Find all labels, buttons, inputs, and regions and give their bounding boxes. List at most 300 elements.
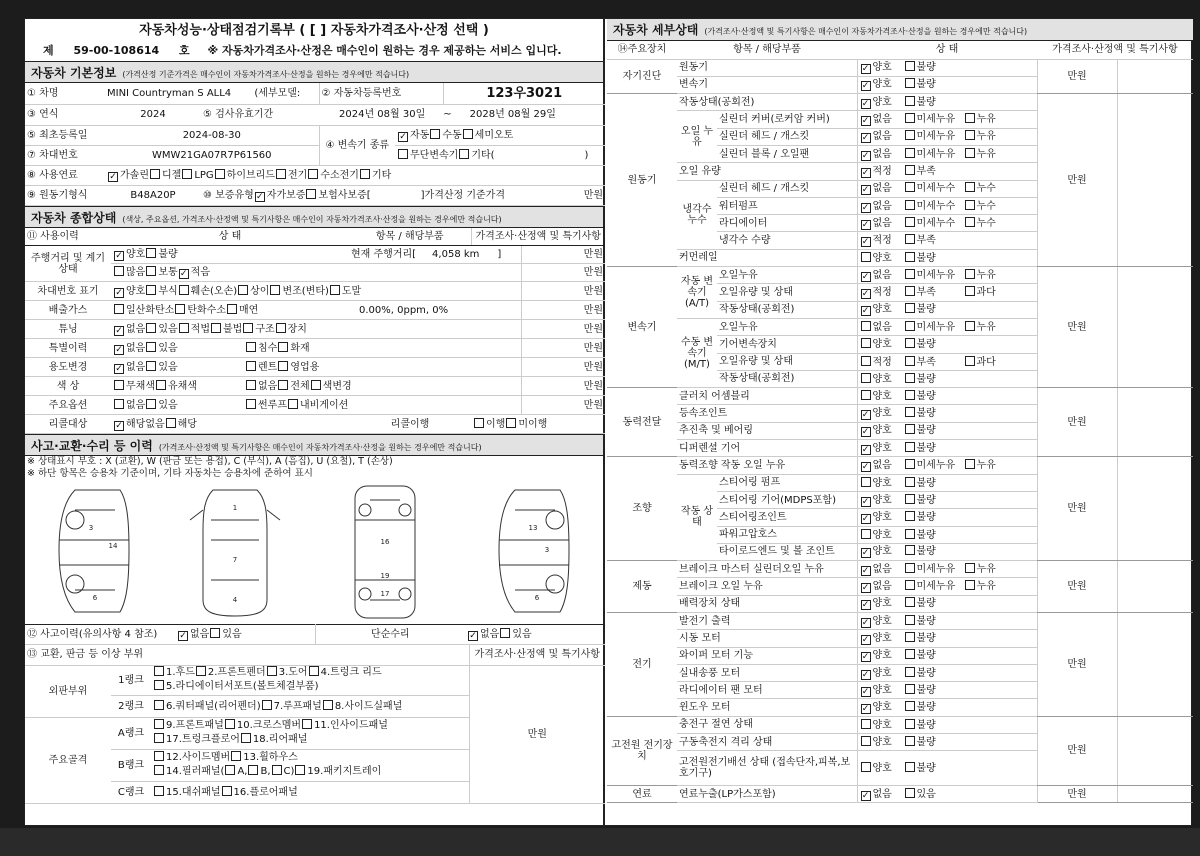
- accident-none-checkbox[interactable]: [178, 631, 188, 641]
- detail-option-checkbox[interactable]: [905, 529, 915, 539]
- detail-state: [857, 405, 1037, 422]
- mil-mid-checkbox[interactable]: [146, 266, 156, 276]
- color-chromatic-checkbox[interactable]: [156, 380, 166, 390]
- detail-option-checkbox[interactable]: [905, 148, 915, 158]
- detail-option: [860, 183, 904, 195]
- gas-options: [111, 301, 349, 320]
- detail-item: 구동축전지 격리 상태: [677, 734, 857, 751]
- detail-state: [857, 647, 1037, 664]
- detail-option-label: 불량: [916, 737, 936, 749]
- detail-item: 시동 모터: [677, 630, 857, 647]
- recall-done-options: [471, 415, 605, 434]
- color-achromatic-checkbox[interactable]: [114, 380, 124, 390]
- detail-option-checkbox[interactable]: [861, 99, 871, 109]
- detail-option-checkbox[interactable]: [861, 338, 871, 348]
- detail-option-checkbox[interactable]: [861, 321, 871, 331]
- detail-option-checkbox[interactable]: [905, 580, 915, 590]
- opt-sunroof-checkbox[interactable]: [246, 399, 256, 409]
- detail-option-checkbox[interactable]: [905, 649, 915, 659]
- detail-option-checkbox[interactable]: [861, 185, 871, 195]
- detail-option-checkbox[interactable]: [861, 427, 871, 437]
- detail-option-checkbox[interactable]: [905, 719, 915, 729]
- part-floor-panel-checkbox[interactable]: [222, 786, 232, 796]
- detail-option-checkbox[interactable]: [861, 635, 871, 645]
- trans-auto-checkbox[interactable]: [398, 132, 408, 142]
- trans-semi-checkbox[interactable]: [463, 129, 473, 139]
- detail-option: [860, 668, 904, 680]
- detail-option-checkbox[interactable]: [861, 220, 871, 230]
- detail-row: [607, 716, 1193, 733]
- detail-option-label: 과다: [976, 287, 996, 298]
- detail-option-checkbox[interactable]: [905, 217, 915, 227]
- detail-option-checkbox[interactable]: [905, 338, 915, 348]
- part-roof-checkbox[interactable]: [262, 700, 272, 710]
- detail-group-name: 연료: [607, 785, 677, 802]
- detail-option-checkbox[interactable]: [905, 762, 915, 772]
- vin-plate-good-checkbox[interactable]: [114, 288, 124, 298]
- mil-high-checkbox[interactable]: [114, 266, 124, 276]
- detail-option-checkbox[interactable]: [861, 529, 871, 539]
- mil-low-checkbox[interactable]: [179, 269, 189, 279]
- detail-option-checkbox[interactable]: [861, 687, 871, 697]
- use-history-head: ⑪ 사용이력: [25, 228, 111, 246]
- diagram-label-19: 19: [380, 572, 390, 580]
- opt-none-checkbox[interactable]: [114, 399, 124, 409]
- detail-option-label: 양호: [872, 391, 892, 403]
- detail-option-checkbox[interactable]: [905, 321, 915, 331]
- detail-option-checkbox[interactable]: [905, 477, 915, 487]
- part-side-sill-checkbox[interactable]: [323, 700, 333, 710]
- detail-item: 추진축 및 베어링: [677, 422, 857, 439]
- detail-state: [857, 699, 1037, 716]
- detail-price: 만원: [1037, 388, 1117, 457]
- detail-option-checkbox[interactable]: [905, 424, 915, 434]
- detail-option-checkbox[interactable]: [905, 303, 915, 313]
- gas-hc-checkbox[interactable]: [175, 304, 185, 314]
- detail-option-checkbox[interactable]: [861, 252, 871, 262]
- detail-item: 워터펌프: [717, 197, 857, 214]
- part-pillar-c-checkbox[interactable]: [272, 765, 282, 775]
- detail-option-checkbox[interactable]: [905, 252, 915, 262]
- detail-option-checkbox[interactable]: [905, 684, 915, 694]
- detail-option-checkbox[interactable]: [861, 462, 871, 472]
- part-inside-panel-checkbox[interactable]: [302, 719, 312, 729]
- detail-option-label: 양호: [872, 702, 892, 714]
- detail-option-checkbox[interactable]: [965, 459, 975, 469]
- detail-option-label: 불량: [916, 667, 936, 679]
- detail-option-label: 양호: [872, 477, 892, 489]
- detail-option-checkbox[interactable]: [905, 563, 915, 573]
- detail-group-name: 변속기: [607, 267, 677, 388]
- detail-option: [904, 286, 964, 298]
- part-door-checkbox[interactable]: [267, 666, 277, 676]
- detail-item: 연료누출(LP가스포함): [677, 785, 857, 802]
- detail-remark: [1117, 388, 1193, 457]
- detail-option-checkbox[interactable]: [905, 511, 915, 521]
- detail-option-label: 누유: [976, 322, 996, 334]
- trans-manual-checkbox[interactable]: [430, 129, 440, 139]
- part-cross-member-checkbox[interactable]: [225, 719, 235, 729]
- detail-option-label: 누유: [976, 269, 996, 281]
- fuel-electric-checkbox[interactable]: [276, 169, 286, 179]
- detail-option-checkbox[interactable]: [861, 618, 871, 628]
- detail-option: [860, 633, 904, 645]
- detail-option-checkbox[interactable]: [861, 548, 871, 558]
- fuel-other-checkbox[interactable]: [360, 169, 370, 179]
- detail-option-checkbox[interactable]: [861, 289, 871, 299]
- rankB-items: [151, 749, 469, 781]
- part-rear-panel-checkbox[interactable]: [241, 733, 251, 743]
- fuel-diesel-checkbox[interactable]: [150, 169, 160, 179]
- opt-yes: 있음: [158, 400, 178, 411]
- special-yes: 있음: [158, 342, 178, 354]
- detail-option-label: 미세누유: [916, 131, 956, 143]
- detail-option-checkbox[interactable]: [905, 494, 915, 504]
- detail-option-checkbox[interactable]: [861, 390, 871, 400]
- detail-option-checkbox[interactable]: [905, 130, 915, 140]
- detail-option-checkbox[interactable]: [861, 151, 871, 161]
- detail-option-label: 양호: [872, 546, 892, 558]
- detail-option: [860, 598, 904, 610]
- detail-item: 클러치 어셈블리: [677, 388, 857, 405]
- detail-option-checkbox[interactable]: [905, 96, 915, 106]
- detail-item: 기어변속장치: [717, 336, 857, 353]
- warranty-self-checkbox[interactable]: [255, 192, 265, 202]
- detail-state: [857, 664, 1037, 681]
- detail-option-checkbox[interactable]: [861, 719, 871, 729]
- tune-yes-checkbox[interactable]: [146, 323, 156, 333]
- detail-option: [904, 701, 964, 713]
- detail-state: [857, 509, 1037, 526]
- detail-option-label: 누수: [976, 217, 996, 229]
- detail-group-name: 자기진단: [607, 59, 677, 94]
- detail-item: 충전구 절연 상태: [677, 716, 857, 733]
- detail-state: [857, 734, 1037, 751]
- detail-option-checkbox[interactable]: [905, 200, 915, 210]
- diagram-label-13: 13: [528, 524, 538, 532]
- diagram-label-14: 14: [108, 542, 118, 550]
- color-changed-checkbox[interactable]: [311, 380, 321, 390]
- part-trunk-lid-checkbox[interactable]: [309, 666, 319, 676]
- detail-option-checkbox[interactable]: [905, 442, 915, 452]
- fuel-diesel: 디젤: [161, 169, 182, 181]
- trans-cvt-checkbox[interactable]: [398, 149, 408, 159]
- detail-option-checkbox[interactable]: [861, 410, 871, 420]
- detail-option-checkbox[interactable]: [905, 736, 915, 746]
- detail-option-label: 적정: [872, 235, 892, 247]
- detail-option-checkbox[interactable]: [905, 632, 915, 642]
- detail-option-label: 불량: [916, 339, 936, 351]
- detail-option-checkbox[interactable]: [905, 78, 915, 88]
- detail-option-checkbox[interactable]: [861, 306, 871, 316]
- repair-yes: 있음: [512, 629, 532, 640]
- fuel-gasoline-checkbox[interactable]: [108, 172, 118, 182]
- tune-illegal-checkbox[interactable]: [211, 323, 221, 333]
- detail-state: [857, 318, 1037, 335]
- color-none-checkbox[interactable]: [246, 380, 256, 390]
- detail-option: [860, 581, 904, 593]
- warranty-label: ⑩ 보증유형: [203, 189, 254, 201]
- gas-smoke-checkbox[interactable]: [227, 304, 237, 314]
- vin-plate-diff-checkbox[interactable]: [238, 285, 248, 295]
- detail-option-checkbox[interactable]: [905, 597, 915, 607]
- part-dash-panel: 15.대쉬패널: [166, 787, 221, 798]
- warranty-insurer-checkbox[interactable]: [306, 189, 316, 199]
- recall-notdone-checkbox[interactable]: [506, 418, 516, 428]
- detail-option-checkbox[interactable]: [905, 459, 915, 469]
- part-fender-checkbox[interactable]: [196, 666, 206, 676]
- detail-option-checkbox[interactable]: [965, 182, 975, 192]
- detail-item: 오일유량 및 상태: [717, 353, 857, 370]
- rankC-items: [151, 781, 469, 803]
- detail-option-checkbox[interactable]: [861, 477, 871, 487]
- detail-option: [964, 269, 1024, 281]
- detail-option: [860, 356, 904, 368]
- special-flood-checkbox[interactable]: [246, 342, 256, 352]
- accident-yes-checkbox[interactable]: [210, 628, 220, 638]
- detail-option-checkbox[interactable]: [861, 762, 871, 772]
- detail-option-checkbox[interactable]: [905, 615, 915, 625]
- part-quarter-checkbox[interactable]: [154, 700, 164, 710]
- detail-option-checkbox[interactable]: [861, 497, 871, 507]
- part-pillar-b-checkbox[interactable]: [248, 765, 258, 775]
- detail-option-checkbox[interactable]: [965, 148, 975, 158]
- detail-subgroup-name: 작동 상태: [677, 474, 717, 560]
- vin-plate-rust-checkbox[interactable]: [146, 285, 156, 295]
- detail-option: [964, 130, 1024, 142]
- detail-option: [860, 736, 904, 748]
- special-none-checkbox[interactable]: [114, 345, 124, 355]
- detail-option-checkbox[interactable]: [861, 445, 871, 455]
- detail-option: [904, 338, 964, 350]
- fuel-hydrogen-checkbox[interactable]: [308, 169, 318, 179]
- part-side-member-checkbox[interactable]: [154, 751, 164, 761]
- detail-option-checkbox[interactable]: [905, 545, 915, 555]
- detail-option-checkbox[interactable]: [905, 373, 915, 383]
- detail-option: [904, 78, 964, 90]
- tune-none-checkbox[interactable]: [114, 326, 124, 336]
- detail-price: 만원: [1037, 457, 1117, 561]
- opt-navi-checkbox[interactable]: [288, 399, 298, 409]
- detail-option-checkbox[interactable]: [965, 217, 975, 227]
- vin-plate-rust: 부식: [158, 285, 178, 297]
- overall-status-table: [25, 228, 605, 435]
- detail-option-checkbox[interactable]: [861, 600, 871, 610]
- detail-item: 작동상태(공회전): [677, 94, 857, 111]
- detail-option: [860, 477, 904, 489]
- gas-co-checkbox[interactable]: [114, 304, 124, 314]
- detail-option-checkbox[interactable]: [861, 736, 871, 746]
- odo-bad-checkbox[interactable]: [146, 248, 156, 258]
- tune-legal-checkbox[interactable]: [179, 323, 189, 333]
- detail-option-checkbox[interactable]: [905, 390, 915, 400]
- detail-option-checkbox[interactable]: [965, 113, 975, 123]
- part-trunk-floor-checkbox[interactable]: [154, 733, 164, 743]
- detail-option-checkbox[interactable]: [861, 356, 871, 366]
- detail-option-checkbox[interactable]: [861, 272, 871, 282]
- use-biz-checkbox[interactable]: [278, 361, 288, 371]
- recall-yes: 해당: [177, 418, 197, 430]
- detail-option: [860, 97, 904, 109]
- serial-line: [25, 41, 603, 61]
- color-full-checkbox[interactable]: [278, 380, 288, 390]
- odo-good: 양호: [126, 249, 146, 260]
- current-odo-label: 현재 주행거리[: [351, 249, 417, 260]
- detail-option-checkbox[interactable]: [861, 652, 871, 662]
- part-radiator-support: 5.라디에이터서포트(볼트체결부품): [166, 681, 319, 692]
- detail-option: [904, 165, 964, 177]
- detail-state: [857, 197, 1037, 214]
- special-fire-checkbox[interactable]: [278, 342, 288, 352]
- vin-plate-painted: 도말: [341, 285, 362, 297]
- detail-option-checkbox[interactable]: [905, 165, 915, 175]
- detail-option-checkbox[interactable]: [905, 61, 915, 71]
- vin-plate-damage-checkbox[interactable]: [179, 285, 189, 295]
- detail-option-checkbox[interactable]: [905, 113, 915, 123]
- detail-option-checkbox[interactable]: [905, 234, 915, 244]
- repair-yes-checkbox[interactable]: [500, 628, 510, 638]
- detail-option-checkbox[interactable]: [965, 130, 975, 140]
- accident-header: [25, 434, 603, 456]
- detail-group-name: 동력전달: [607, 388, 677, 457]
- color-full: 전체: [290, 381, 310, 392]
- detail-option-checkbox[interactable]: [905, 701, 915, 711]
- detail-option-checkbox[interactable]: [905, 269, 915, 279]
- detail-option: [904, 788, 964, 800]
- right-column: [607, 19, 1193, 827]
- repair-none-checkbox[interactable]: [468, 631, 478, 641]
- detail-option-checkbox[interactable]: [861, 566, 871, 576]
- odo-good-checkbox[interactable]: [114, 251, 124, 261]
- detail-option-label: 있음: [916, 788, 936, 800]
- detail-group-name: 조향: [607, 457, 677, 561]
- detail-option-label: 없음: [872, 200, 892, 212]
- base-price-label: ]가격산정 기준가격: [420, 189, 506, 201]
- special-fire: 화재: [290, 343, 310, 354]
- part-front-panel-checkbox[interactable]: [154, 719, 164, 729]
- diagram-label-6: 6: [92, 594, 98, 602]
- part-pillar-a: A,: [237, 766, 248, 777]
- detail-option-label: 양호: [872, 615, 892, 627]
- detail-option: [904, 200, 964, 212]
- detail-option-checkbox[interactable]: [965, 580, 975, 590]
- part-dash-panel-checkbox[interactable]: [154, 786, 164, 796]
- detail-option-label: 누유: [976, 114, 996, 126]
- detail-option-checkbox[interactable]: [861, 168, 871, 178]
- detail-option-checkbox[interactable]: [905, 356, 915, 366]
- detail-option-checkbox[interactable]: [861, 64, 871, 74]
- car-name-value: [105, 83, 319, 104]
- tune-device-checkbox[interactable]: [276, 323, 286, 333]
- tune-options: [111, 320, 521, 339]
- special-options: [111, 339, 243, 358]
- fuel-hybrid-checkbox[interactable]: [215, 169, 225, 179]
- detail-option: [860, 789, 904, 801]
- mileage-price: 만원: [521, 264, 605, 282]
- detail-option-label: 양호: [872, 304, 892, 316]
- vin-plate-altered-checkbox[interactable]: [270, 285, 280, 295]
- detail-option-checkbox[interactable]: [965, 321, 975, 331]
- detail-option-label: 양호: [872, 96, 892, 108]
- detail-option-checkbox[interactable]: [965, 356, 975, 366]
- detail-option: [860, 131, 904, 143]
- part-floor-panel: 16.플로어패널: [233, 787, 298, 798]
- recall-yes-checkbox[interactable]: [166, 418, 176, 428]
- detail-option-checkbox[interactable]: [905, 667, 915, 677]
- engine-label: ⑨ 원동기형식: [25, 185, 105, 205]
- rank2-label: 2랭크: [111, 695, 151, 717]
- detail-option-checkbox[interactable]: [965, 286, 975, 296]
- detail-option-checkbox[interactable]: [861, 116, 871, 126]
- detail-option-label: 없음: [872, 563, 892, 575]
- vin-plate-painted-checkbox[interactable]: [330, 285, 340, 295]
- detail-option-checkbox[interactable]: [861, 81, 871, 91]
- tune-structure-checkbox[interactable]: [243, 323, 253, 333]
- detail-option-checkbox[interactable]: [861, 670, 871, 680]
- special-yes-checkbox[interactable]: [146, 342, 156, 352]
- detail-option: [860, 425, 904, 437]
- detail-option-label: 부족: [916, 235, 936, 247]
- detail-option-checkbox[interactable]: [861, 373, 871, 383]
- part-radiator-support-checkbox[interactable]: [154, 680, 164, 690]
- part-hood-checkbox[interactable]: [154, 666, 164, 676]
- detail-body: [607, 59, 1193, 803]
- part-pillar-checkbox[interactable]: [154, 765, 164, 775]
- detail-option-checkbox[interactable]: [861, 203, 871, 213]
- year-label: ③ 연식: [25, 104, 105, 125]
- detail-option: [904, 96, 964, 108]
- detail-option-checkbox[interactable]: [861, 514, 871, 524]
- detail-option-checkbox[interactable]: [861, 237, 871, 247]
- detail-option-label: 미세누유: [916, 269, 956, 281]
- detail-option-checkbox[interactable]: [861, 133, 871, 143]
- part-pillar-a-checkbox[interactable]: [225, 765, 235, 775]
- detail-state: [857, 336, 1037, 353]
- detail-option: [904, 632, 964, 644]
- detail-option-checkbox[interactable]: [861, 704, 871, 714]
- detail-option-checkbox[interactable]: [861, 791, 871, 801]
- detail-option-checkbox[interactable]: [965, 269, 975, 279]
- recall-done-checkbox[interactable]: [474, 418, 484, 428]
- use-none-checkbox[interactable]: [114, 364, 124, 374]
- special-flood: 침수: [258, 343, 278, 354]
- fuel-lpg-checkbox[interactable]: [182, 169, 192, 179]
- detail-option-checkbox[interactable]: [965, 200, 975, 210]
- use-yes-checkbox[interactable]: [146, 361, 156, 371]
- detail-option-checkbox[interactable]: [905, 407, 915, 417]
- detail-state: [857, 613, 1037, 630]
- recall-none-checkbox[interactable]: [114, 421, 124, 431]
- trans-other-checkbox[interactable]: [459, 149, 469, 159]
- vin-plate-altered: 변조(변타): [282, 285, 329, 297]
- detail-option-checkbox[interactable]: [905, 286, 915, 296]
- opt-yes-checkbox[interactable]: [146, 399, 156, 409]
- part-package-tray-checkbox[interactable]: [295, 765, 305, 775]
- inspect-label: ⑤ 검사유효기간: [201, 104, 319, 125]
- detail-option-checkbox[interactable]: [861, 583, 871, 593]
- warranty-self: 자가보증: [266, 189, 306, 201]
- detail-option-checkbox[interactable]: [905, 182, 915, 192]
- basic-info-title: 자동차 기본정보: [31, 66, 117, 80]
- detail-option-checkbox[interactable]: [905, 788, 915, 798]
- price-head: 가격조사·산정액 및 특기사항: [471, 228, 605, 246]
- use-change-options: [111, 358, 243, 377]
- detail-option-checkbox[interactable]: [965, 563, 975, 573]
- diagram-label-6b: 6: [534, 594, 540, 602]
- part-wheel-house-checkbox[interactable]: [231, 751, 241, 761]
- use-rent-checkbox[interactable]: [246, 361, 256, 371]
- detail-option: [860, 546, 904, 558]
